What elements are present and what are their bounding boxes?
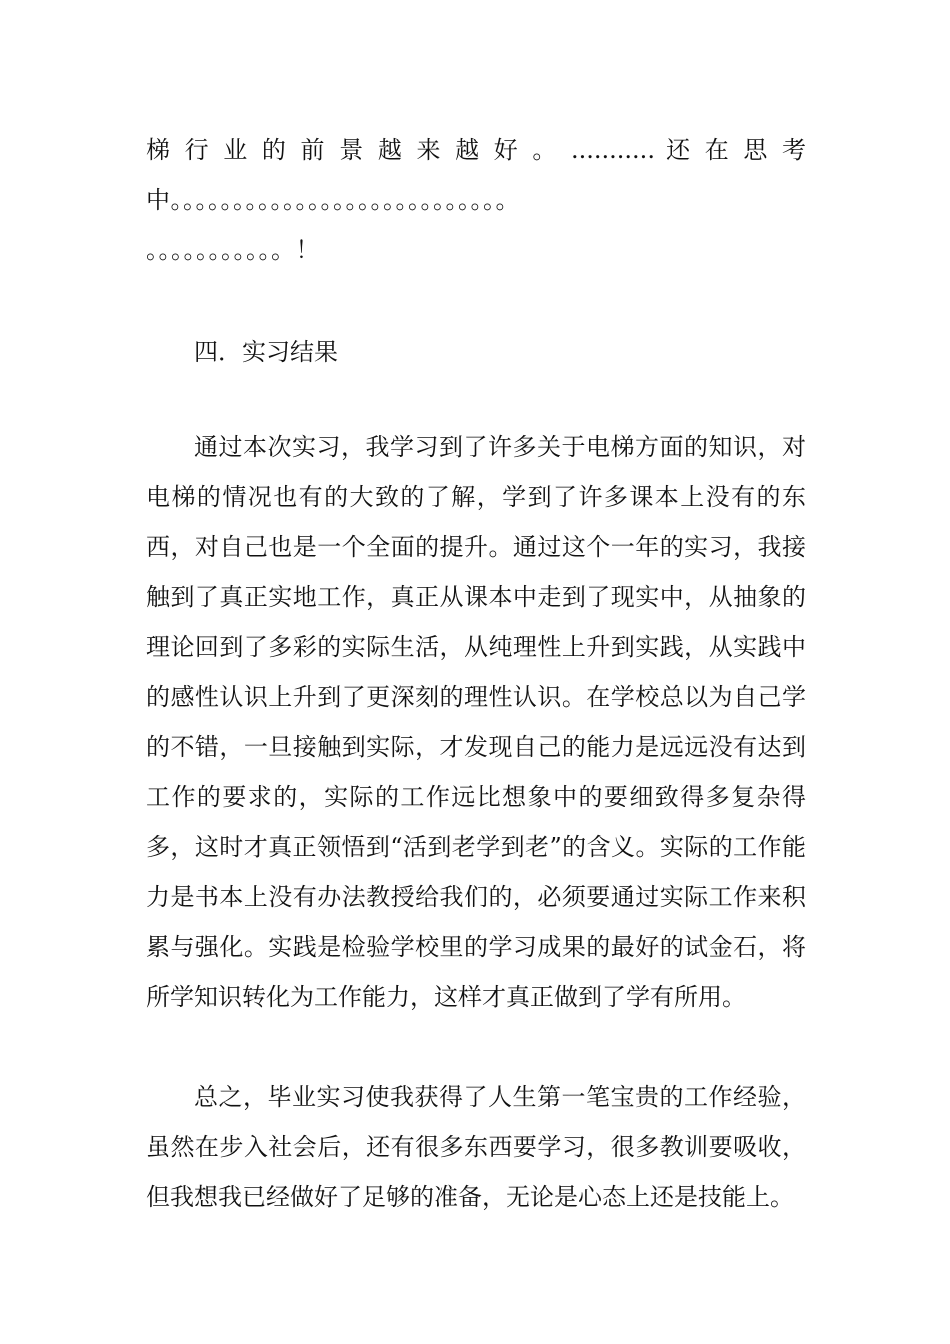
paragraph-internship-results: 通过本次实习，我学习到了许多关于电梯方面的知识，对电梯的情况也有的大致的了解，学到了许多课本上没有的东西，对自己也是一个全面的提升。通过这个一年的实习，我接触到了真正实地工作，真正从课本中走到了现实中，从抽象的理论回到了多彩的实际生活，从纯理性上升到实践，从实践中的感性认识上升到了更深刻的理性认识。在学校总以为自己学的不错，一旦接触到实际，才发现自己的能力是远远没有达到工作的要求的，实际的工作远比想象中的要细致得多复杂得多，这时才真正领悟到“活到老学到老”的含义。实际的工作能力是书本上没有办法教授给我们的，必须要通过实际工作来积累与强化。实践是检验学校里的学习成果的最好的试金石，将所学知识转化为工作能力，这样才真正做到了学有所用。 bbox=[146, 433, 806, 1011]
continued-text-line-1: 梯 行 业 的 前 景 越 来 越 好 。 ........... 还 在 思 考 bbox=[146, 136, 806, 164]
paragraph-conclusion: 总之，毕业实习使我获得了人生第一笔宝贵的工作经验，虽然在步入社会后，还有很多东西要学习，很多教训要吸收，但我想我已经做好了足够的准备，无论是心态上还是技能上。 bbox=[146, 1083, 806, 1211]
section-heading: 四．实习结果 bbox=[194, 338, 338, 366]
continued-text-line-3: 。。。。。。。。。。。！ bbox=[146, 236, 320, 264]
continued-text-line-2: 中。。。。。。。。。。。。。。。。。。。。。。。。。。。 bbox=[146, 186, 520, 214]
